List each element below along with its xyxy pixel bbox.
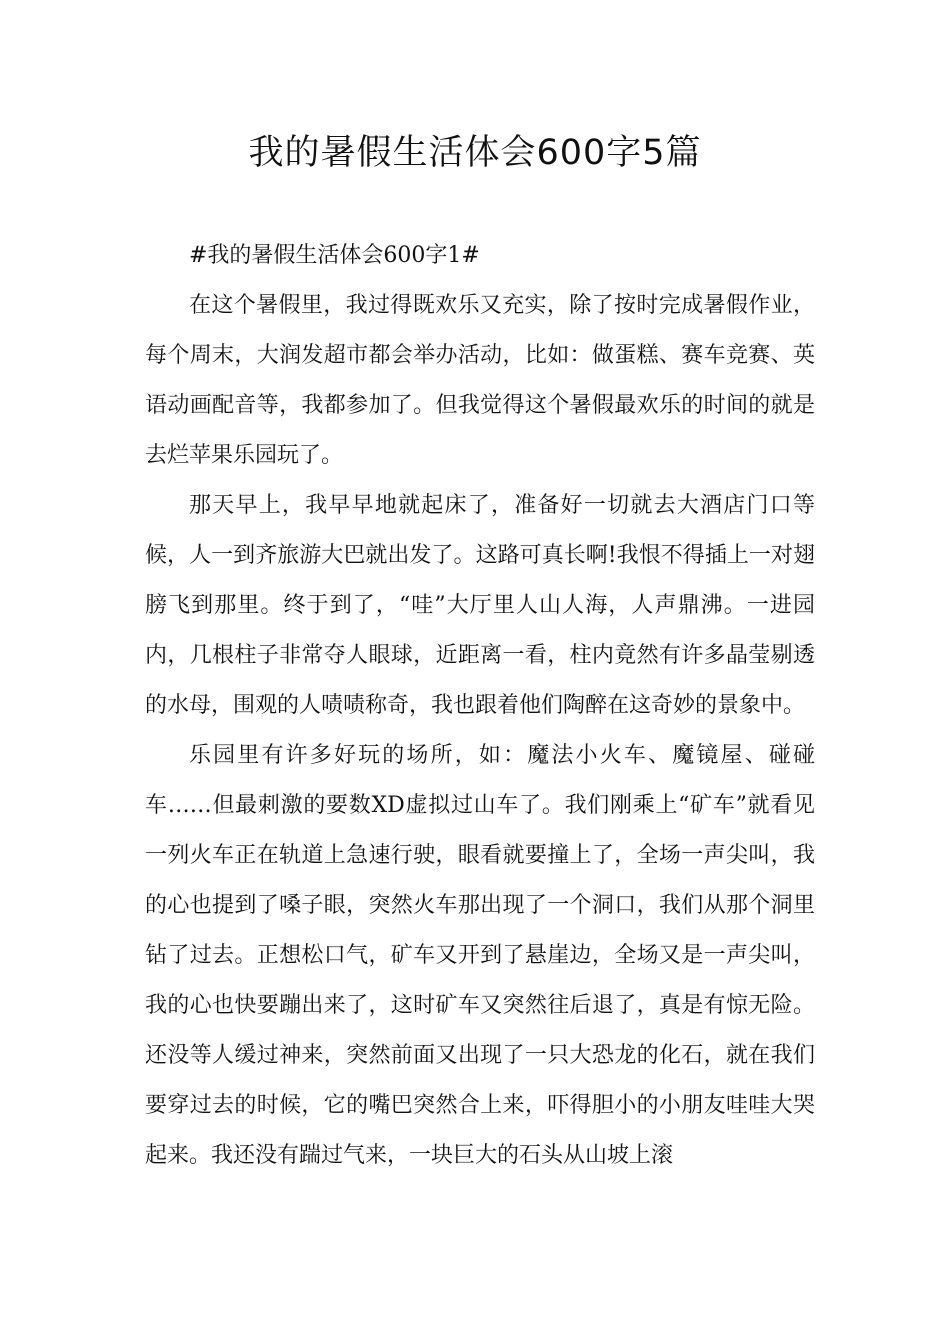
section-heading: #我的暑假生活体会600字1# bbox=[189, 243, 480, 268]
paragraph-3: 乐园里有许多好玩的场所，如：魔法小火车、魔镜屋、碰碰车……但最刺激的要数XD虚拟过山车了。我们刚乘上“矿车”就看见一列火车正在轨道上急速行驶，眼看就要撞上了，全场一声尖叫，我的心也提到了嗓子眼，突然火车那出现了一个洞口，我们从那个洞里钻了过去。正想松口气，矿车又开到了悬崖边，全场又是一声尖叫，我的心也快要蹦出来了，这时矿车又突然往后退了，真是有惊无险。还没等人缓过神来，突然前面又出现了一只大恐龙的化石，就在我们要穿过去的时候，它的嘴巴突然合上来，吓得胆小的小朋友哇哇大哭起来。我还没有踹过气来，一块巨大的石头从山坡上滚 bbox=[145, 743, 815, 1168]
paragraph-1: 在这个暑假里，我过得既欢乐又充实，除了按时完成暑假作业，每个周末，大润发超市都会举办活动，比如：做蛋糕、赛车竞赛、英语动画配音等，我都参加了。但我觉得这个暑假最欢乐的时间的就是去烂苹果乐园玩了。 bbox=[145, 293, 815, 468]
document-body bbox=[145, 231, 815, 1181]
paragraph-2: 那天早上，我早早地就起床了，准备好一切就去大酒店门口等候，人一到齐旅游大巴就出发了。这路可真长啊!我恨不得插上一对翅膀飞到那里。终于到了，“哇”大厅里人山人海，人声鼎沸。一进园内，几根柱子非常夺人眼球，近距离一看，柱内竟然有许多晶莹剔透的水母，围观的人啧啧称奇，我也跟着他们陶醉在这奇妙的景象中。 bbox=[145, 493, 815, 718]
document-title: 我的暑假生活体会600字5篇 bbox=[248, 133, 702, 173]
